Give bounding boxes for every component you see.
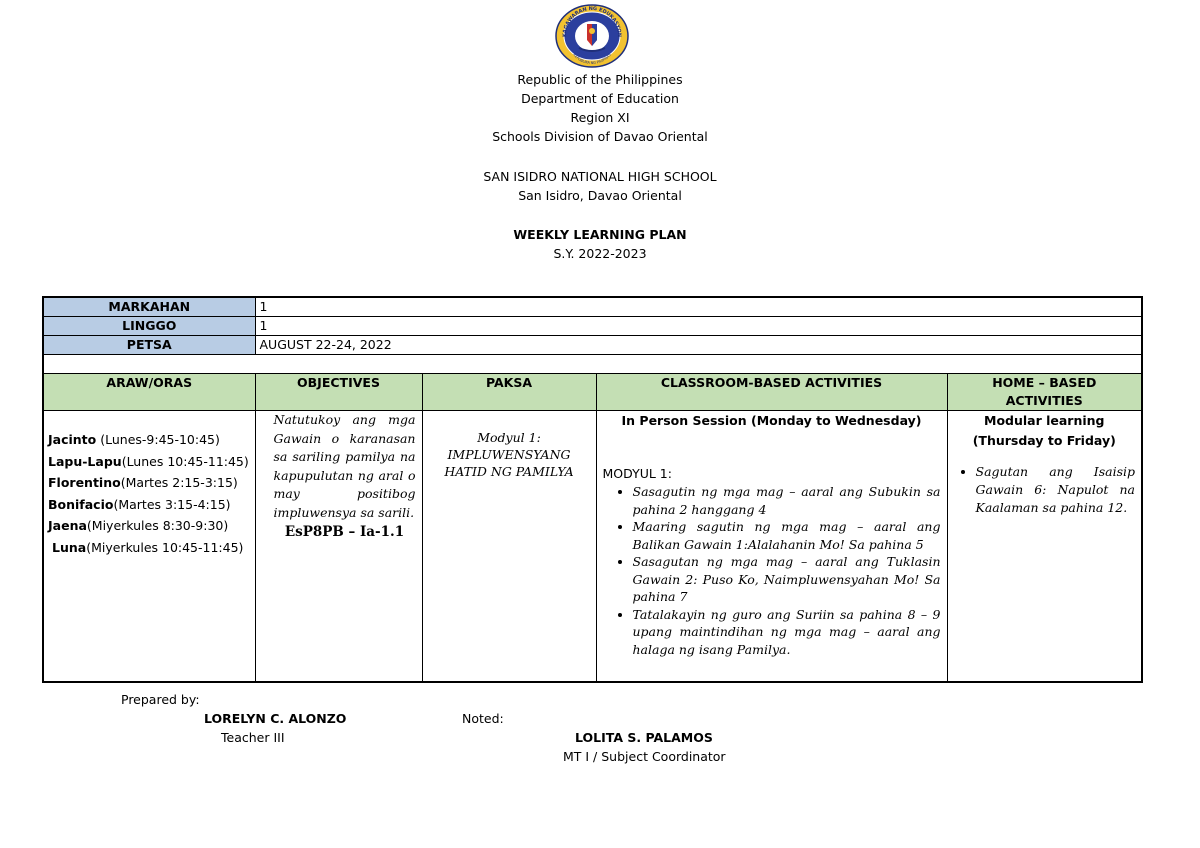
section-name: Florentino: [48, 475, 121, 490]
list-item: • Sasagutan ng mga mag – aaral ang Tuklasin Gawain 2: Puso Ko, Naimpluwensyahan Mo! Sa pahina 7: [633, 553, 941, 606]
spacer-row: [43, 355, 1142, 374]
document-header: [0, 70, 1200, 146]
weekly-learning-plan-table: [42, 296, 1143, 683]
markahan-label: MARKAHAN: [43, 297, 255, 317]
section-name: Jaena: [48, 518, 87, 533]
section-name: Luna: [52, 539, 87, 555]
title-block: [0, 225, 1200, 263]
document-title: WEEKLY LEARNING PLAN: [513, 227, 687, 242]
competency-code: EsP8PB – Ia-1.1: [284, 524, 405, 540]
markahan-row: [43, 297, 1142, 317]
section-time: (Martes 2:15-3:15): [120, 475, 238, 490]
home-activity-list: [954, 463, 1136, 517]
col-home-activities: HOME – BASED ACTIVITIES: [947, 374, 1142, 411]
section-time: (Lunes-9:45-10:45): [96, 432, 220, 447]
header-republic: Republic of the Philippines: [517, 72, 683, 87]
spacer-cell: [43, 355, 1142, 374]
header-department: Department of Education: [521, 91, 679, 106]
linggo-row: [43, 317, 1142, 336]
prepared-by-label: Prepared by:: [121, 692, 200, 707]
linggo-label: LINGGO: [43, 317, 255, 336]
classroom-activities-cell: [596, 411, 947, 682]
schedule-item: [48, 429, 251, 451]
petsa-row: [43, 336, 1142, 355]
schedule-item: [48, 472, 251, 494]
header-region: Region XI: [570, 110, 630, 125]
school-block: [0, 167, 1200, 205]
schedule-list: [48, 429, 251, 558]
schedule-item: [48, 537, 251, 559]
paksa-cell: [422, 411, 596, 682]
seal-text-top: KAGAWARAN NG EDUKASYON: [561, 5, 623, 38]
paksa-module: Modyul 1:: [477, 430, 541, 445]
schedule-item: [48, 451, 251, 473]
school-address: San Isidro, Davao Oriental: [518, 188, 682, 203]
preparer-position: Teacher III: [221, 730, 285, 745]
column-header-row: [43, 374, 1142, 411]
school-name: SAN ISIDRO NATIONAL HIGH SCHOOL: [483, 169, 717, 184]
section-name: Jacinto: [48, 432, 97, 447]
content-row: [43, 411, 1142, 682]
header-division: Schools Division of Davao Oriental: [492, 129, 708, 144]
section-time: (Martes 3:15-4:15): [113, 496, 231, 512]
col-paksa: PAKSA: [422, 374, 596, 411]
petsa-value: AUGUST 22-24, 2022: [255, 336, 1142, 355]
section-time: (Lunes 10:45-11:45): [121, 453, 249, 469]
schedule-item: [48, 494, 251, 516]
schedule-item: [48, 515, 251, 537]
deped-seal-logo: [554, 4, 630, 68]
school-year: S.Y. 2022-2023: [553, 246, 647, 261]
objectives-cell: [255, 411, 422, 682]
seal-text-bottom: REPUBLIKA NG PILIPINAS: [572, 52, 612, 66]
section-name: Lapu-Lapu: [48, 453, 122, 469]
list-item: • Sasagutin ng mga mag – aaral ang Subukin sa pahina 2 hanggang 4: [633, 483, 941, 518]
session-title: In Person Session (Monday to Wednesday): [621, 413, 922, 428]
paksa-title: IMPLUWENSYANG HATID NG PAMILYA: [444, 447, 574, 479]
col-objectives: OBJECTIVES: [255, 374, 422, 411]
list-item: • Sagutan ang Isaisip Gawain 6: Napulot na Kaalaman sa pahina 12.: [976, 463, 1136, 517]
section-time: (Miyerkules 8:30-9:30): [86, 518, 229, 533]
linggo-value: 1: [255, 317, 1142, 336]
home-activities-cell: [947, 411, 1142, 682]
col-classroom-activities: CLASSROOM-BASED ACTIVITIES: [596, 374, 947, 411]
noted-label: Noted:: [462, 711, 504, 726]
home-days: (Thursday to Friday): [972, 433, 1116, 448]
list-item: • Tatalakayin ng guro ang Suriin sa pahina 8 – 9 upang maintindihan ng mga mag – aaral ang halaga ng isang Pamilya.: [633, 606, 941, 659]
classroom-activity-list: [603, 483, 941, 658]
col-araw-oras: ARAW/ORAS: [43, 374, 255, 411]
home-title: Modular learning: [984, 413, 1105, 428]
preparer-name: LORELYN C. ALONZO: [204, 711, 347, 726]
noter-position: MT I / Subject Coordinator: [563, 749, 726, 764]
section-time: (Miyerkules 10:45-11:45): [86, 539, 244, 555]
objectives-text: Natutukoy ang mga Gawain o karanasan sa sariling pamilya na kapupulutan ng aral o may positibog impluwensya sa sarili.: [273, 412, 416, 520]
schedule-cell: [43, 411, 255, 682]
petsa-label: PETSA: [43, 336, 255, 355]
noter-name: LOLITA S. PALAMOS: [575, 730, 713, 745]
section-name: Bonifacio: [48, 496, 114, 512]
markahan-value: 1: [255, 297, 1142, 317]
module-label: MODYUL 1:: [602, 466, 672, 481]
list-item: • Maaring sagutin ng mga mag – aaral ang Balikan Gawain 1:Alalahanin Mo! Sa pahina 5: [633, 518, 941, 553]
